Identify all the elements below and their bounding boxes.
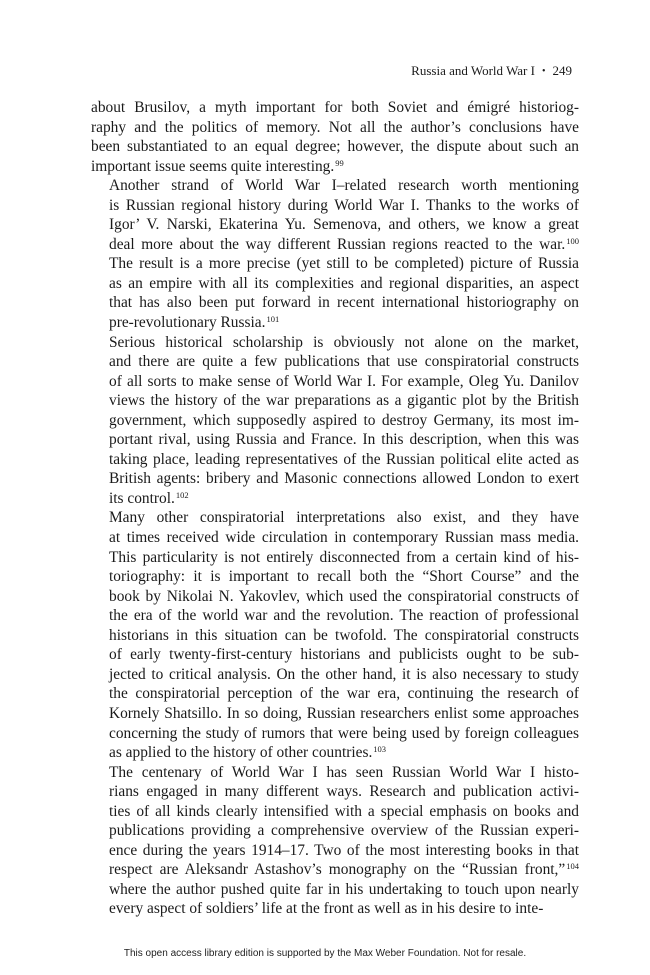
line-text: British agents: bribery and Masonic connections allowed London to exert	[109, 470, 579, 488]
text-line	[91, 782, 579, 802]
text-line	[91, 763, 579, 783]
text-line	[91, 254, 579, 274]
text-line	[91, 567, 579, 587]
line-text: jected to critical analysis. On the other hand, it is also necessary to study	[109, 665, 579, 683]
text-line	[91, 411, 579, 431]
line-text: book by Nikolai N. Yakovlev, which used the conspiratorial constructs of	[109, 587, 579, 605]
line-text: ties of all kinds clearly intensified with a special emphasis on books and	[109, 802, 579, 820]
text-line	[91, 118, 579, 138]
paragraph	[91, 763, 579, 919]
page-number: 249	[552, 63, 572, 78]
text-line	[91, 196, 579, 216]
text-line	[91, 802, 579, 822]
line-text: where the author pushed quite far in his undertaking to touch upon nearly	[109, 880, 579, 898]
text-line	[91, 528, 579, 548]
line-text: of all sorts to make sense of World War I. For example, Oleg Yu. Danilov	[109, 372, 579, 390]
text-line	[91, 430, 579, 450]
text-line	[91, 157, 579, 177]
line-text: Many other conspiratorial interpretations also exist, and they have	[109, 509, 579, 527]
line-text: is Russian regional history during World War I. Thanks to the works of	[109, 196, 579, 214]
line-text: concerning the study of rumors that were being used by foreign colleagues	[109, 724, 579, 742]
text-line	[91, 704, 579, 724]
line-text: and there are quite a few publications that use conspiratorial constructs	[109, 353, 579, 371]
line-text: taking place, leading representatives of the Russian political elite acted as	[109, 450, 579, 468]
text-line	[91, 372, 579, 392]
line-text: portant rival, using Russia and France. In this description, when this was	[109, 431, 579, 449]
footnote-marker[interactable]: 101	[266, 314, 280, 325]
line-text: the conspiratorial perception of the war era, continuing the research of	[109, 685, 579, 703]
text-line	[91, 899, 579, 919]
line-text: of early twenty-first-century historians and publicists ought to be sub-	[109, 646, 579, 664]
footnote-marker[interactable]: 104	[566, 861, 579, 872]
footer-notice: This open access library edition is supported by the Max Weber Foundation. Not for resale.	[123, 948, 527, 959]
line-text: publications providing a comprehensive overview of the Russian experi-	[109, 822, 579, 840]
text-line	[91, 665, 579, 685]
line-text: Kornely Shatsillo. In so doing, Russian researchers enlist some approaches	[109, 704, 579, 722]
line-text: Igor’ V. Narski, Ekaterina Yu. Semenova, and others, we know a great	[109, 216, 579, 234]
text-line	[91, 821, 579, 841]
paragraph	[91, 176, 579, 332]
line-text: as applied to the history of other countries.	[109, 744, 373, 762]
line-text: Another strand of World War I–related research worth mentioning	[109, 177, 579, 195]
text-line	[91, 235, 579, 255]
line-text: rians engaged in many different ways. Research and publication activi-	[109, 783, 579, 801]
text-line	[91, 274, 579, 294]
text-line	[91, 489, 579, 509]
line-text: every aspect of soldiers’ life at the front as well as in his desire to inte-	[109, 900, 544, 918]
running-head-title: Russia and World War I	[411, 63, 535, 78]
paragraph	[91, 508, 579, 762]
text-line	[91, 98, 579, 118]
text-line	[91, 215, 579, 235]
line-text: government, which supposedly aspired to destroy Germany, its most im-	[109, 411, 579, 429]
line-text: The result is a more precise (yet still to be completed) picture of Russia	[109, 255, 579, 273]
running-head-bullet: •	[541, 66, 546, 77]
text-line	[91, 626, 579, 646]
text-line	[91, 391, 579, 411]
footnote-marker[interactable]: 103	[373, 744, 387, 755]
line-text: pre-revolutionary Russia.	[109, 314, 266, 332]
text-line	[91, 333, 579, 353]
text-line	[91, 743, 579, 763]
line-text: its control.	[109, 489, 175, 507]
line-text: about Brusilov, a myth important for both Soviet and émigré historiog-	[91, 99, 579, 116]
text-line	[91, 137, 579, 157]
text-line	[91, 587, 579, 607]
paragraph	[91, 333, 579, 509]
line-text: This particularity is not entirely disconnected from a certain kind of his-	[109, 548, 579, 566]
paragraph	[91, 98, 579, 176]
text-line	[91, 645, 579, 665]
line-text: historians in this situation can be twofold. The conspiratorial constructs	[109, 626, 579, 644]
line-text: important issue seems quite interesting.	[91, 157, 335, 175]
line-text: that has also been put forward in recent international historiography on	[109, 294, 579, 312]
text-line	[91, 293, 579, 313]
line-text: been substantiated to an equal degree; however, the dispute about such an	[91, 138, 579, 156]
text-line	[91, 860, 579, 880]
line-text: Serious historical scholarship is obviously not alone on the market,	[109, 333, 579, 351]
text-line	[91, 176, 579, 196]
footnote-marker[interactable]: 100	[566, 235, 579, 246]
line-text: The centenary of World War I has seen Russian World War I histo-	[109, 763, 579, 781]
line-text: as an empire with all its complexities and regional disparities, an aspect	[109, 274, 579, 292]
line-text: deal more about the way different Russian regions reacted to the war.	[109, 235, 566, 253]
line-text: the era of the world war and the revolution. The reaction of professional	[109, 607, 579, 625]
line-text: raphy and the politics of memory. Not all the author’s conclusions have	[91, 118, 579, 136]
text-line	[91, 352, 579, 372]
line-text: respect are Aleksandr Astashov’s monography on the “Russian front,”	[109, 861, 566, 879]
line-text: at times received wide circulation in contemporary Russian mass media.	[109, 529, 579, 547]
body-text	[91, 98, 579, 919]
text-line	[91, 548, 579, 568]
text-line	[91, 450, 579, 470]
text-line	[91, 880, 579, 900]
text-line	[91, 508, 579, 528]
text-line	[91, 841, 579, 861]
running-head	[411, 63, 572, 79]
text-line	[91, 724, 579, 744]
text-line	[91, 469, 579, 489]
footnote-marker[interactable]: 102	[175, 489, 189, 500]
line-text: ence during the years 1914–17. Two of the most interesting books in that	[109, 841, 579, 859]
text-line	[91, 684, 579, 704]
line-text: toriography: it is important to recall both the “Short Course” and the	[109, 568, 579, 586]
text-line	[91, 313, 579, 333]
text-line	[91, 606, 579, 626]
line-text: views the history of the war preparations as a gigantic plot by the British	[109, 392, 579, 410]
footnote-marker[interactable]: 99	[335, 157, 344, 168]
